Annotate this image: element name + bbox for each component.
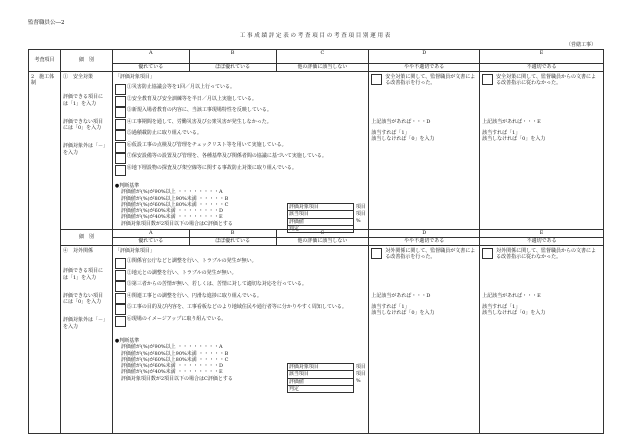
grade-c-desc: 他の評価に該当しない [276, 64, 369, 72]
criterion-dots: ・・・・・・・・ [175, 214, 220, 221]
note-line: 評価対象外は「－」 [62, 317, 108, 324]
checklist-item [115, 107, 366, 118]
checklist-text: ⑦保安設備等の設置及び管理を、各種基準及び関係者間の協議に基づいて実施している。 [126, 153, 327, 160]
checklist-item [115, 281, 366, 292]
grade-a-letter: A [112, 230, 189, 238]
checkbox[interactable] [115, 165, 126, 176]
score-label: 評価値 [287, 218, 353, 225]
subitem-cell [60, 246, 112, 434]
criteria-header: ●判断基準 [114, 183, 140, 189]
score-unit: % [355, 378, 361, 384]
score-unit [353, 385, 381, 392]
checklist-text: ②地元との調整を行い、トラブルの発生が無い。 [126, 269, 237, 276]
header-desc-row [29, 238, 604, 246]
criterion-dots: ・・・・・・・・ [175, 363, 220, 369]
checklist-item [115, 316, 366, 327]
checkbox[interactable] [115, 293, 126, 304]
document-code: 監督職員公―2 [28, 20, 65, 26]
criterion-dots: ・・・・・・・・ [175, 344, 220, 351]
score-table [287, 363, 382, 393]
checklist-text: ①災害防止協議会等を1回／月以上行っている。 [126, 84, 236, 91]
score-unit: 項目 [355, 370, 366, 377]
eval-header: 「評価対象項目」 [114, 248, 155, 254]
note-line: 評価できる項目に [62, 268, 103, 275]
checklist-text: ⑤工事の目的及び内容を、工事看板などのより地域住民や通行者等に分かりやすく周知している。 [126, 304, 347, 311]
criteria-note: 評価対象項目数が2項目以下の場合はC評価とする [120, 220, 233, 227]
criterion-text: 評価値が(%)が40%未満 [120, 369, 176, 376]
checklist-text: ③新規入場者教育の内容に、当該工事現場特性を反映している。 [126, 107, 272, 114]
e-check-row [482, 248, 601, 261]
d-check-row [371, 248, 477, 261]
grade-d-cell [369, 246, 480, 434]
checklist-text: ④工事期間を通して、労働災害及び公衆災害が発生しなかった。 [126, 118, 272, 125]
checklist [115, 84, 366, 176]
checklist-text: ①関係官公庁などと調整を行い、トラブルの発生が無い。 [126, 258, 257, 265]
score-label: 評価対象項目 [287, 204, 353, 211]
score-label: 評価対象項目 [287, 364, 353, 371]
criterion-grade: E [219, 214, 223, 221]
criterion-grade: E [219, 369, 223, 376]
checklist-item [115, 270, 366, 281]
checkbox[interactable] [115, 107, 126, 118]
grade-c-letter: C [276, 50, 369, 64]
e-applies: 上記該当があれば・・・E [482, 292, 541, 299]
e-checkbox[interactable] [482, 74, 493, 85]
d-applies: 上記該当があれば・・・D [371, 292, 431, 299]
checklist-item [115, 119, 366, 130]
score-label: 評価値 [287, 378, 353, 385]
criterion-grade: C [224, 201, 229, 208]
score-unit [353, 225, 381, 232]
checklist-text: ④関連工事との調整を行い、円滑な進捗に取り組んでいる。 [126, 292, 262, 299]
checkbox[interactable] [115, 258, 126, 269]
score-label: 該当項目 [287, 371, 353, 378]
checkbox[interactable] [115, 130, 126, 141]
d-text: 安全対策に関して、監督職員が文書による改善指示を行った。 [385, 74, 476, 87]
grade-a-desc: 優れている [112, 64, 189, 72]
criterion-dots: ・・・・・・・・ [175, 189, 220, 196]
grade-b-desc: ほぼ優れている [189, 238, 276, 246]
score-unit: 項目 [355, 363, 366, 370]
checkbox[interactable] [115, 153, 126, 164]
grade-d-desc: やや不適切である [369, 238, 480, 246]
grade-e-cell [480, 72, 604, 230]
note-line: は「1」を入力 [62, 100, 97, 107]
e-text: 対外関係に関して、監督職員からの文書による改善指示に従わなかった。 [496, 248, 597, 261]
checkbox[interactable] [115, 270, 126, 281]
checklist-text: ⑤過積載防止に取り組んでいる。 [126, 130, 202, 137]
note-line: を入力 [62, 149, 78, 156]
checkbox[interactable] [115, 119, 126, 130]
d-check-row [371, 74, 477, 87]
criterion-grade: B [224, 195, 229, 202]
criterion-grade: D [219, 208, 224, 214]
checkbox[interactable] [115, 281, 126, 292]
section-row [29, 72, 604, 230]
criterion-grade: A [219, 344, 223, 351]
checkbox[interactable] [115, 96, 126, 107]
checklist-text: ⑧地下埋設物の探査及び架空線等に関する事故防止対策に取り組んでいる。 [126, 164, 297, 171]
subitem-cell [60, 72, 112, 230]
score-unit: 項目 [355, 210, 366, 217]
criterion-grade: B [224, 350, 229, 357]
note-line: には「0」を入力 [62, 299, 102, 305]
subitem-label: ④ 対外関係 [62, 248, 93, 254]
grade-e-desc: 不適切である [480, 238, 604, 246]
left-note [63, 268, 110, 330]
grade-c-letter: C [276, 230, 369, 238]
grade-e-cell [480, 246, 604, 434]
grade-b-desc: ほぼ優れている [189, 64, 276, 72]
grade-e-letter: E [480, 50, 604, 64]
note-line: 評価できない項目 [62, 292, 103, 299]
d-checkbox[interactable] [371, 248, 382, 259]
criteria-note: 評価対象項目数が2項目以下の場合はC評価とする [120, 375, 233, 382]
grade-b-letter: B [189, 50, 276, 64]
grade-c-desc: 他の評価に該当しない [276, 238, 369, 246]
criterion-dots: ・・・・・ [196, 195, 225, 202]
checkbox[interactable] [115, 142, 126, 153]
criterion-dots: ・・・・・ [196, 350, 225, 357]
criterion-text: 評価値が(%)が80%以上90%未満 [120, 195, 197, 202]
checkbox[interactable] [115, 84, 126, 95]
header-desc-row [29, 64, 604, 72]
score-unit: % [355, 218, 361, 224]
eval-area [112, 246, 368, 434]
note-line: を入力 [62, 323, 78, 330]
evaluation-table [28, 49, 604, 434]
eval-header: 「評価対象項目」 [114, 74, 155, 80]
grade-a-desc: 優れている [112, 238, 189, 246]
grade-a-letter: A [112, 50, 189, 64]
grade-d-letter: D [369, 50, 480, 64]
d-text: 対外関係に関して、監督職員が文書による改善指示を行った。 [385, 248, 476, 261]
col-subitem-header: 細 別 [60, 230, 112, 246]
criteria-header: ●判断基準 [114, 338, 140, 344]
grade-b-letter: B [189, 230, 276, 238]
e-check-row [482, 74, 601, 87]
col-subitem-header: 細 別 [60, 50, 112, 72]
criterion-text: 評価値が(%)が60%以上80%未満 [120, 356, 197, 363]
criterion-text: 評価値が(%)が60%以上80%未満 [120, 201, 197, 208]
checklist-text: ③第三者からの苦情が無い、若しくは、苦情に対して適切な対応を行っている。 [126, 281, 307, 288]
grade-e-letter: E [480, 230, 604, 238]
score-label: 判定 [287, 385, 353, 392]
score-unit: 項目 [355, 203, 366, 210]
e-applies: 上記該当があれば・・・E [482, 118, 541, 125]
checklist-text: ⑥仮設工事の点検及び管理をチェックリスト等を用いて実施している。 [126, 141, 287, 148]
d-checkbox[interactable] [371, 74, 382, 85]
criterion-text: 評価値が(%)が60%未満 [120, 208, 176, 214]
d-note: 該当すれば「1」 該当しなければ「0」を入力 [371, 129, 435, 142]
criterion-grade: A [219, 189, 223, 196]
checklist-item [115, 304, 366, 315]
score-label: 判定 [287, 225, 353, 232]
document-title: 工 事 成 績 評 定 表 の 考 査 項 目 の 考 査 項 目 別 運 用 表 [239, 33, 391, 39]
grade-d-letter: D [369, 230, 480, 238]
criterion-dots: ・・・・・ [196, 201, 225, 208]
criterion-text: 評価値が(%)が90%以上 [120, 344, 176, 351]
note-line: は「1」を入力 [62, 274, 97, 281]
score-table [287, 203, 382, 233]
criterion-grade: D [219, 363, 224, 369]
score-label: 該当項目 [287, 211, 353, 218]
checkbox[interactable] [115, 304, 126, 315]
criterion-grade: C [224, 356, 229, 363]
col-item-header: 考査項目 [29, 50, 61, 72]
note-line: 評価できる項目に [62, 94, 103, 101]
item-label: 2 施工体制 [31, 74, 55, 87]
e-note: 該当すれば「1」 該当しなければ「0」を入力 [482, 129, 546, 142]
criterion-text: 評価値が(%)が80%以上90%未満 [120, 350, 197, 357]
d-note: 該当すれば「1」 該当しなければ「0」を入力 [371, 303, 435, 316]
checklist-item [115, 130, 366, 141]
note-line: 評価できない項目 [62, 118, 103, 125]
criterion-dots: ・・・・・ [196, 356, 225, 363]
checklist-item [115, 165, 366, 176]
checklist-item [115, 293, 366, 304]
grade-d-cell [369, 72, 480, 230]
grade-e-desc: 不適切である [480, 64, 604, 72]
checklist-text: ②安全教育及び安全訓練等を半日／月以上実施している。 [126, 95, 257, 102]
criterion-text: 評価値が(%)が90%以上 [120, 189, 176, 196]
checklist-item [115, 142, 366, 153]
item-cell [29, 72, 61, 434]
grade-d-desc: やや不適切である [369, 64, 480, 72]
checklist-item [115, 153, 366, 164]
criterion-dots: ・・・・・・・・ [175, 208, 220, 214]
e-note: 該当すれば「1」 該当しなければ「0」を入力 [482, 303, 546, 316]
e-text: 安全対策に関して、監督職員からの文書による改善指示に従わなかった。 [496, 74, 597, 87]
criterion-text: 評価値が(%)が40%未満 [120, 214, 176, 221]
checklist-item [115, 84, 366, 95]
checkbox[interactable] [115, 316, 126, 327]
d-applies: 上記該当があれば・・・D [371, 118, 431, 125]
section-row [29, 246, 604, 434]
checklist-item [115, 258, 366, 269]
criterion-text: 評価値が(%)が60%未満 [120, 363, 176, 369]
checklist [115, 258, 366, 327]
left-note [63, 94, 110, 156]
checklist-text: ⑥現場のイメージアップに取り組んでいる。 [126, 315, 227, 322]
note-line: には「0」を入力 [62, 125, 102, 131]
e-checkbox[interactable] [482, 248, 493, 259]
checklist-item [115, 96, 366, 107]
note-line: 評価対象外は「－」 [62, 143, 108, 150]
subitem-label: ① 安全対策 [62, 74, 93, 80]
scope-label: （営繕工事） [566, 42, 597, 48]
header-row [29, 50, 604, 64]
eval-area [112, 72, 368, 230]
criterion-dots: ・・・・・・・・ [175, 369, 220, 376]
